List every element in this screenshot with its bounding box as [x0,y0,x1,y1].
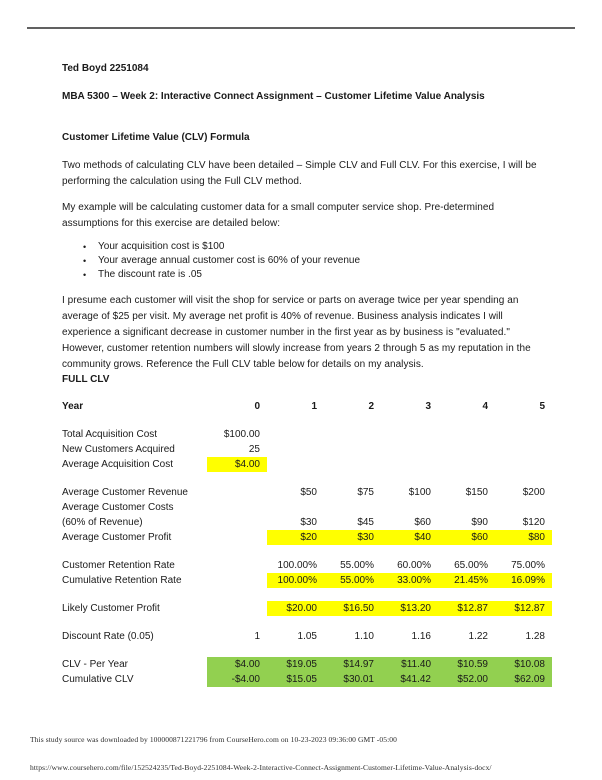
table-cell: 1.28 [525,631,545,642]
clv-table [62,399,552,687]
table-spacer-row [62,545,552,558]
row-label: Cumulative Retention Rate [62,575,182,586]
page-top-divider [27,27,575,29]
paragraph-methods [62,158,537,190]
table-row [62,629,552,644]
table-cell: $12.87 [438,601,495,616]
table-row [62,485,552,500]
section-heading-clv-formula: Customer Lifetime Value (CLV) Formula [62,132,250,143]
table-row [62,672,552,687]
row-label: Average Customer Profit [62,532,172,543]
table-cell: $10.59 [438,657,495,672]
row-label: Average Acquisition Cost [62,459,173,470]
table-cell: $60 [438,530,495,545]
footer-download-note: This study source was downloaded by 100000871221796 from CourseHero.com on 10-23-2023 09:36:00 GMT -05:00 [30,735,397,744]
table-cell: $100 [408,487,431,498]
paragraph-line: community grows. Reference the Full CLV table below for details on my analysis. [62,359,424,370]
paragraph-line: assumptions for this exercise are detailed below: [62,218,281,229]
table-cell [324,457,381,472]
assignment-title: MBA 5300 – Week 2: Interactive Connect Assignment – Customer Lifetime Value Analysis [62,91,485,102]
table-cell [267,427,324,442]
table-cell [495,457,552,472]
table-cell [438,427,495,442]
table-cell: $30 [324,530,381,545]
table-cell: 1 [254,631,260,642]
table-cell: 1.22 [468,631,488,642]
table-spacer-row [62,472,552,485]
table-cell [495,427,552,442]
table-cell [207,485,267,500]
table-cell: 33.00% [381,573,438,588]
table-cell: $10.08 [495,657,552,672]
paragraph-line: performing the calculation using the Full CLV method. [62,176,302,187]
table-spacer-row [62,616,552,629]
paragraph-line: However, customer retention numbers will slowly increase from years 2 through 5 as my reputation in the [62,343,531,354]
table-cell: $75 [357,487,374,498]
paragraph-line: I presume each customer will visit the shop for service or parts on average twice per year spending an [62,295,519,306]
table-cell: $12.87 [495,601,552,616]
table-cell: $15.05 [267,672,324,687]
table-row [62,657,552,672]
table-cell [495,442,552,457]
row-label: New Customers Acquired [62,444,175,455]
table-cell: $16.50 [324,601,381,616]
table-cell: $19.05 [267,657,324,672]
bullet-item [82,240,360,254]
paragraph-line: experience a significant decrease in customer number in the first year as by business is "evaluated." [62,327,510,338]
row-label: CLV - Per Year [62,659,128,670]
table-spacer-row [62,588,552,601]
table-cell: $52.00 [438,672,495,687]
table-cell: $50 [300,487,317,498]
year-column-header: 3 [425,401,431,412]
footer-source-url[interactable]: https://www.coursehero.com/file/152524235/Ted-Boyd-2251084-Week-2-Interactive-Connect-Assignment-Customer-Lifetime-Value-Analysis-docx/ [30,763,492,772]
table-cell [207,500,267,515]
table-cell: $60 [414,517,431,528]
table-cell: 21.45% [438,573,495,588]
year-column-header: 5 [539,401,545,412]
table-cell: 1.16 [411,631,431,642]
table-cell [267,457,324,472]
table-cell [207,515,267,530]
row-label: Discount Rate (0.05) [62,631,154,642]
paragraph-line: My example will be calculating customer data for a small computer service shop. Pre-determined [62,202,495,213]
table-cell: $120 [522,517,545,528]
year-column-header: 1 [311,401,317,412]
table-cell [207,601,267,616]
table-cell [381,442,438,457]
bullet-list [82,240,360,282]
table-cell: $40 [381,530,438,545]
table-cell: $80 [495,530,552,545]
table-spacer-row [62,644,552,657]
table-cell: -$4.00 [207,672,267,687]
table-row [62,601,552,616]
row-label: Cumulative CLV [62,674,134,685]
table-row [62,442,552,457]
year-row-label: Year [62,401,84,412]
table-cell [207,530,267,545]
table-cell [324,442,381,457]
student-name: Ted Boyd 2251084 [62,63,149,74]
row-label: Customer Retention Rate [62,560,175,571]
table-cell: $100.00 [223,429,260,440]
table-cell: 75.00% [511,560,545,571]
table-cell: 100.00% [267,573,324,588]
table-cell: 16.09% [495,573,552,588]
table-row [62,457,552,472]
table-cell: $20 [267,530,324,545]
table-row [62,530,552,545]
table-cell: 65.00% [454,560,488,571]
table-cell: $45 [357,517,374,528]
paragraph-line: average of $25 per visit. My average net profit is 40% of revenue. Business analysis indicates I will [62,311,503,322]
table-cell: $14.97 [324,657,381,672]
bullet-icon: • [83,242,87,252]
bullet-item [82,268,360,282]
table-cell: 55.00% [324,573,381,588]
paragraph-presume [62,293,531,373]
bullet-icon: • [83,270,87,280]
table-cell: $200 [522,487,545,498]
bullet-text: Your acquisition cost is $100 [98,241,225,252]
table-row [62,515,552,530]
table-row [62,427,552,442]
row-label: Average Customer Revenue [62,487,188,498]
table-cell [267,500,324,515]
table-cell: $150 [465,487,488,498]
paragraph-example [62,200,494,232]
bullet-text: The discount rate is .05 [98,269,202,280]
table-row [62,573,552,588]
table-cell [381,457,438,472]
table-cell [438,500,495,515]
table-cell [381,427,438,442]
table-cell [438,457,495,472]
bullet-item [82,254,360,268]
table-cell: $4.00 [207,657,267,672]
year-column-header: 4 [482,401,488,412]
table-cell: $30.01 [324,672,381,687]
table-cell: $11.40 [381,657,438,672]
row-label: Average Customer Costs [62,502,174,513]
table-cell [495,500,552,515]
table-cell: 1.05 [297,631,317,642]
table-cell: 1.10 [354,631,374,642]
table-cell: 25 [248,444,260,455]
table-cell [324,427,381,442]
table-cell: $30 [300,517,317,528]
table-row [62,500,552,515]
table-cell: 60.00% [397,560,431,571]
table-cell [267,442,324,457]
table-cell: 100.00% [277,560,317,571]
row-label: Likely Customer Profit [62,603,160,614]
bullet-icon: • [83,256,87,266]
bullet-text: Your average annual customer cost is 60% of your revenue [98,255,361,266]
table-cell: $20.00 [267,601,324,616]
paragraph-line: Two methods of calculating CLV have been detailed – Simple CLV and Full CLV. For this exercise, I will be [62,160,537,171]
table-cell: $4.00 [207,457,267,472]
table-cell [381,500,438,515]
year-column-header: 2 [368,401,374,412]
table-cell [207,558,267,573]
section-heading-full-clv: FULL CLV [62,374,110,385]
table-row [62,558,552,573]
table-header-row [62,399,552,414]
table-cell: $62.09 [495,672,552,687]
table-cell: $41.42 [381,672,438,687]
year-column-header: 0 [254,401,260,412]
table-cell [207,573,267,588]
row-label: (60% of Revenue) [62,517,143,528]
row-label: Total Acquisition Cost [62,429,158,440]
table-cell [438,442,495,457]
table-cell: $90 [471,517,488,528]
table-cell: 55.00% [340,560,374,571]
table-cell: $13.20 [381,601,438,616]
table-spacer-row [62,414,552,427]
table-cell [324,500,381,515]
